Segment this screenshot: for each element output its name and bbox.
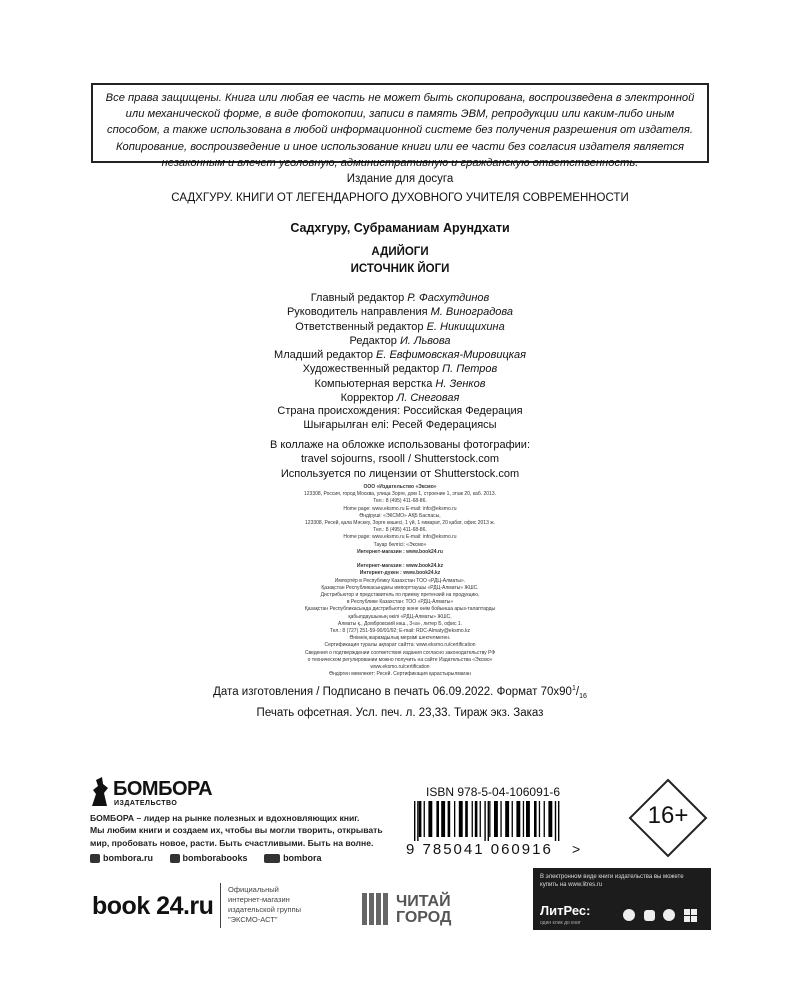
origin-block [0, 404, 800, 433]
publisher-info-line: Өндіруші: «ЭКСМО» АҚБ Баспасы, [359, 512, 441, 519]
book-subtitle: ИСТОЧНИК ЙОГИ [350, 263, 450, 275]
book24-note-line: издательской группы [228, 905, 302, 914]
publisher-info-line: Өнімнің жарамдылық мерзімі шектелмеген. [349, 635, 451, 642]
publisher-info-line: Импортёр в Республику Казахстан ТОО «РДЦ-Алматы». [334, 577, 466, 584]
credit-line: Художественный редактор П. Петров [302, 363, 498, 376]
credit-line: Ответственный редактор Е. Никищихина [295, 320, 505, 333]
publisher-info-line: Сертификация туралы ақпарат сайтта: www.eksmo.ru/certification [324, 642, 476, 649]
litres-text-line: купить на www.litres.ru [540, 882, 603, 888]
photo-credit-line: travel sojourns, rsooll / Shutterstock.com [300, 453, 500, 466]
publisher-info-line: в Республике Казахстан: ТОО «РДЦ-Алматы» [346, 599, 454, 606]
publisher-info-line: о техническом регулировании можно получить на сайте Издательства «Эксмо» [307, 656, 493, 663]
credit-line: Главный редактор Р. Фасхутдинов [310, 292, 490, 304]
credit-line: Компьютерная верстка Н. Зенков [314, 377, 486, 390]
book24-note [228, 885, 301, 925]
media-icon [264, 854, 280, 863]
publisher-info-line: Өндірген мемлекет: Ресей. Сертификация қарастырылмаған [329, 671, 471, 678]
book24-note-line: "ЭКСМО-АСТ" [228, 915, 278, 924]
web-icon [90, 854, 100, 863]
windows-phone-icon [663, 909, 675, 921]
litres-sub: один клик до книг [540, 920, 581, 926]
publisher-info-line: Home page: www.eksmo.ru E-mail: info@eksmo.ru [343, 505, 457, 512]
publisher-info-line: Қазақстан Республикасында дистрибьютор және өнім бойынша арыз-талаптарды [304, 606, 496, 613]
series-name: САДХГУРУ. КНИГИ ОТ ЛЕГЕНДАРНОГО ДУХОВНОГО УЧИТЕЛЯ СОВРЕМЕННОСТИ [171, 192, 629, 204]
bombora-desc-line: мир, пробовать новое, расти. Быть счастливыми. Быть на волне. [90, 837, 374, 848]
chitai-gorod-logo-text [396, 894, 451, 926]
photo-credit-line: Используется по лицензии от Shutterstock.com [280, 467, 520, 480]
publisher-info-line: Интернет-магазин : www.book24.kz [356, 563, 444, 570]
publisher-info-line: ООО «Издательство «Эксмо» [363, 484, 437, 490]
publisher-info-line: Сведения о подтверждении соответствия издания согласно законодательству РФ [304, 649, 496, 656]
credit-line: Корректор Л. Снеговая [340, 392, 460, 405]
publisher-info-line [0, 556, 800, 563]
credits-block [0, 291, 800, 405]
publisher-info-line: 123308, Россия, город Москва, улица Зорге, дом 1, строение 1, этаж 20, каб. 2013. [304, 491, 496, 498]
apple-icon [623, 909, 635, 921]
photo-credits [0, 438, 800, 481]
print-info [0, 681, 800, 721]
bombora-logo-icon [90, 776, 110, 808]
litres-text [540, 873, 708, 889]
publisher-info-line: Home page: www.eksmo.ru E-mail: info@eksmo.ru [343, 534, 457, 541]
book24-logo: book 24.ru [92, 892, 214, 920]
social-links [90, 853, 322, 863]
social-link-vk[interactable]: bomborabooks [170, 853, 248, 863]
platform-icons [622, 906, 706, 922]
authors: Садхгуру, Субраманиам Арундхати [290, 221, 510, 235]
bombora-desc-line: БОМБОРА – лидер на рынке полезных и вдохновляющих книг. [90, 813, 360, 823]
bombora-description [90, 812, 383, 849]
vk-icon [170, 854, 180, 863]
social-link-site[interactable]: bombora.ru [90, 853, 153, 863]
publisher-info-line: Алматы қ., Домбровский көш., 3«а», литер Б, офис 1. [337, 620, 463, 627]
origin-line: Шығарылған елі: Ресей Федерациясы [303, 419, 497, 432]
chitai-gorod-logo-icon [362, 893, 390, 925]
bombora-logo-sub: ИЗДАТЕЛЬСТВО [114, 800, 178, 807]
age-rating-text: 16+ [647, 802, 689, 829]
book24-note-line: интернет-магазин [228, 895, 290, 904]
publisher-info-line: Интернет-магазин : www.book24.ru [357, 548, 443, 555]
android-icon [644, 910, 655, 921]
bombora-desc-line: Мы любим книги и создаем их, чтобы вы могли творить, открывать [90, 825, 383, 836]
print-order-line: Печать офсетная. Усл. печ. л. 23,33. Тираж экз. Заказ [256, 707, 544, 720]
chitai-line: ГОРОД [396, 909, 452, 926]
credit-line: Руководитель направления М. Виноградова [286, 306, 514, 319]
credit-line: Младший редактор Е. Евфимовская-Мировицкая [274, 349, 526, 362]
publisher-info-line: Тел.: 8 (495) 411-68-86. [373, 527, 427, 534]
publisher-info-line: Интернет-дүкен : www.book24.kz [359, 570, 441, 577]
app-store-icons [622, 906, 706, 927]
divider [220, 883, 221, 928]
publisher-info-line: Дистрибьютор и представитель по приему претензий на продукцию, [320, 592, 480, 599]
chitai-line: ЧИТАЙ [396, 893, 451, 910]
publisher-info-line: Тел.: 8 (727) 251-59-90/91/92; E-mail: RDC-Almaty@eksmo.kz [329, 628, 471, 635]
origin-line: Страна происхождения: Российская Федерация [277, 405, 523, 417]
rights-notice: Все права защищены. Книга или любая ее часть не может быть скопирована, воспроизведена в электронной или механической форме, в виде фотокопии, записи в память ЭВМ, репродукции или каким-либо иным способом, а также использована в любой информационной системе без получения разрешения от издателя. Копирование, воспроизведение и иное использование книги или ее части без согласия издателя является незаконным и влечет уголовную, административную и гражданскую ответственность. [91, 83, 709, 163]
publisher-info [0, 484, 800, 678]
litres-logo: ЛитРес: [540, 903, 591, 918]
barcode-digits: 9 785041 060916 [406, 841, 553, 858]
book24-note-line: Официальный [228, 885, 279, 894]
litres-text-line: В электронном виде книги издательства вы можете [540, 874, 684, 880]
credit-line: Редактор И. Львова [349, 334, 451, 347]
publisher-info-line: қабылдаушының өкілі «РДЦ-Алматы» ЖШС, [348, 613, 452, 620]
book-title: АДИЙОГИ [371, 246, 429, 258]
barcode [410, 801, 580, 841]
photo-credit-line: В коллаже на обложке использованы фотографии: [269, 439, 530, 451]
publisher-info-line: www.eksmo.ru/certification [370, 664, 430, 671]
publisher-info-line: Қазақстан Республикасындағы импорттаушы «РДЦ-Алматы» ЖШС. [321, 584, 479, 591]
edition-type: Издание для досуга [346, 173, 454, 185]
isbn: ISBN 978-5-04-106091-6 [426, 785, 561, 799]
publisher-info-line: Тел.: 8 (495) 411-68-86. [373, 498, 427, 505]
print-date-line: Дата изготовления / Подписано в печать 06.09.2022. Формат $70x90^1/_{16}$ [213, 685, 587, 701]
publisher-info-line: 123308, Ресей, қала Мәскеу, Зорге көшесі, 1 үй, 1 ғимарат, 20 қабат, офис 2013 ж. [305, 520, 495, 527]
bombora-logo-text: БОМБОРА [113, 778, 213, 800]
publisher-info-line: Тауар белгісі: «Эксмо» [373, 541, 427, 548]
social-link-other[interactable]: bombora [264, 853, 322, 863]
barcode-arrow: > [572, 841, 581, 857]
